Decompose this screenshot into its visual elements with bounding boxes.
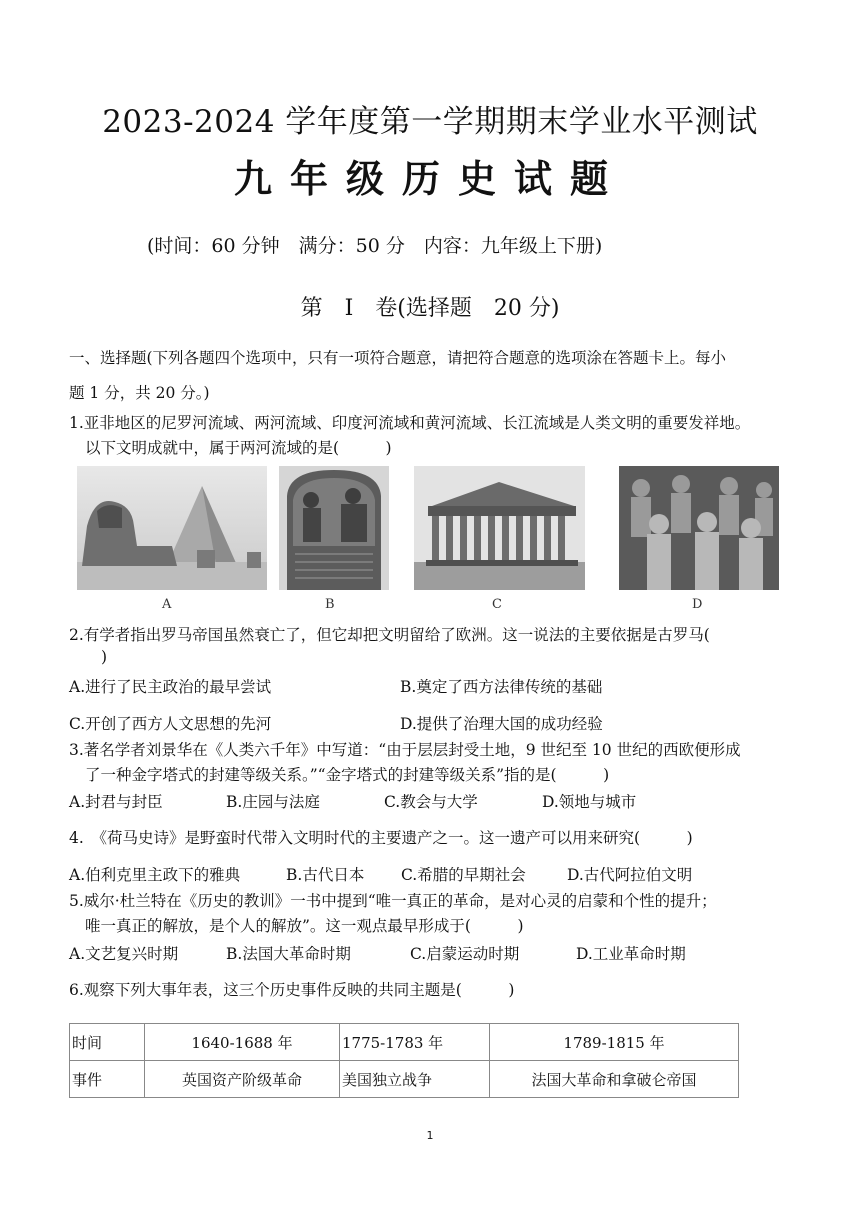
table-cell: 英国资产阶级革命 bbox=[145, 1061, 340, 1098]
q3-option-a: A.封君与封臣 bbox=[69, 793, 163, 811]
q4-option-a: A.伯利克里主政下的雅典 bbox=[69, 866, 241, 884]
q2-option-b: B.奠定了西方法律传统的基础 bbox=[400, 678, 603, 696]
image-caption-a: A bbox=[162, 597, 172, 612]
exam-title: 2023-2024 学年度第一学期期末学业水平测试 bbox=[102, 104, 758, 140]
table-cell: 美国独立战争 bbox=[340, 1061, 490, 1098]
q3-option-c: C.教会与大学 bbox=[384, 793, 478, 811]
image-caption-c: C bbox=[492, 597, 502, 612]
terracotta-warriors-photo bbox=[619, 466, 779, 590]
q6-stem: 6.观察下列大事年表，这三个历史事件反映的共同主题是( ) bbox=[69, 981, 515, 999]
q4-option-c: C.希腊的早期社会 bbox=[401, 866, 526, 884]
q1-stem-cont: 以下文明成就中，属于两河流域的是( ) bbox=[85, 439, 392, 457]
table-cell: 1640-1688 年 bbox=[145, 1024, 340, 1061]
q5-option-c: C.启蒙运动时期 bbox=[410, 945, 520, 963]
exam-info: (时间：60 分钟 满分：50 分 内容：九年级上下册) bbox=[147, 235, 603, 257]
table-cell: 1775-1783 年 bbox=[340, 1024, 490, 1061]
q2-stem: 2.有学者指出罗马帝国虽然衰亡了，但它却把文明留给了欧洲。这一说法的主要依据是古罗马( bbox=[69, 626, 710, 644]
instructions-line1: 一、选择题(下列各题四个选项中，只有一项符合题意，请把符合题意的选项涂在答题卡上。每小 bbox=[69, 349, 727, 367]
q5-stem: 5.威尔·杜兰特在《历史的教训》一书中提到“唯一真正的革命，是对心灵的启蒙和个性的提升； bbox=[69, 892, 717, 910]
table-cell: 时间 bbox=[70, 1024, 145, 1061]
q3-stem: 3.著名学者刘景华在《人类六千年》中写道：“由于层层封受土地，9 世纪至 10 世纪的西欧便形成 bbox=[69, 741, 741, 759]
q2-option-a: A.进行了民主政治的最早尝试 bbox=[69, 678, 272, 696]
instructions-line2: 题 1 分，共 20 分。) bbox=[69, 384, 210, 402]
q4-option-d: D.古代阿拉伯文明 bbox=[567, 866, 693, 884]
q3-stem-cont: 了一种金字塔式的封建等级关系。”“金字塔式的封建等级关系”指的是( ) bbox=[85, 766, 610, 784]
parthenon-photo bbox=[414, 466, 585, 590]
section-heading: 第 I 卷(选择题 20 分) bbox=[300, 296, 560, 321]
table-row bbox=[70, 1061, 739, 1098]
q5-stem-cont: 唯一真正的解放，是个人的解放”。这一观点最早形成于( ) bbox=[85, 917, 524, 935]
q5-option-a: A.文艺复兴时期 bbox=[69, 945, 179, 963]
q3-option-b: B.庄园与法庭 bbox=[226, 793, 320, 811]
q4-stem: 4. 《荷马史诗》是野蛮时代带入文明时代的主要遗产之一。这一遗产可以用来研究( ) bbox=[69, 829, 693, 847]
page-number: 1 bbox=[426, 1129, 434, 1142]
q2-option-c: C.开创了西方人文思想的先河 bbox=[69, 715, 272, 733]
q5-option-d: D.工业革命时期 bbox=[576, 945, 686, 963]
exam-subtitle: 九年级历史试题 bbox=[233, 156, 626, 201]
q2-stem-cont: ) bbox=[101, 648, 108, 666]
q3-option-d: D.领地与城市 bbox=[542, 793, 637, 811]
table-cell: 事件 bbox=[70, 1061, 145, 1098]
pyramid-sphinx-photo bbox=[77, 466, 267, 590]
q5-option-b: B.法国大革命时期 bbox=[226, 945, 351, 963]
events-table bbox=[69, 1023, 739, 1098]
q4-option-b: B.古代日本 bbox=[286, 866, 365, 884]
table-cell: 1789-1815 年 bbox=[490, 1024, 739, 1061]
image-caption-b: B bbox=[325, 597, 335, 612]
q2-option-d: D.提供了治理大国的成功经验 bbox=[400, 715, 603, 733]
image-caption-d: D bbox=[692, 597, 703, 612]
hammurabi-code-photo bbox=[279, 466, 389, 590]
table-row bbox=[70, 1024, 739, 1061]
table-cell: 法国大革命和拿破仑帝国 bbox=[490, 1061, 739, 1098]
q1-stem: 1.亚非地区的尼罗河流域、两河流域、印度河流域和黄河流域、长江流域是人类文明的重要发祥地。 bbox=[69, 414, 751, 432]
